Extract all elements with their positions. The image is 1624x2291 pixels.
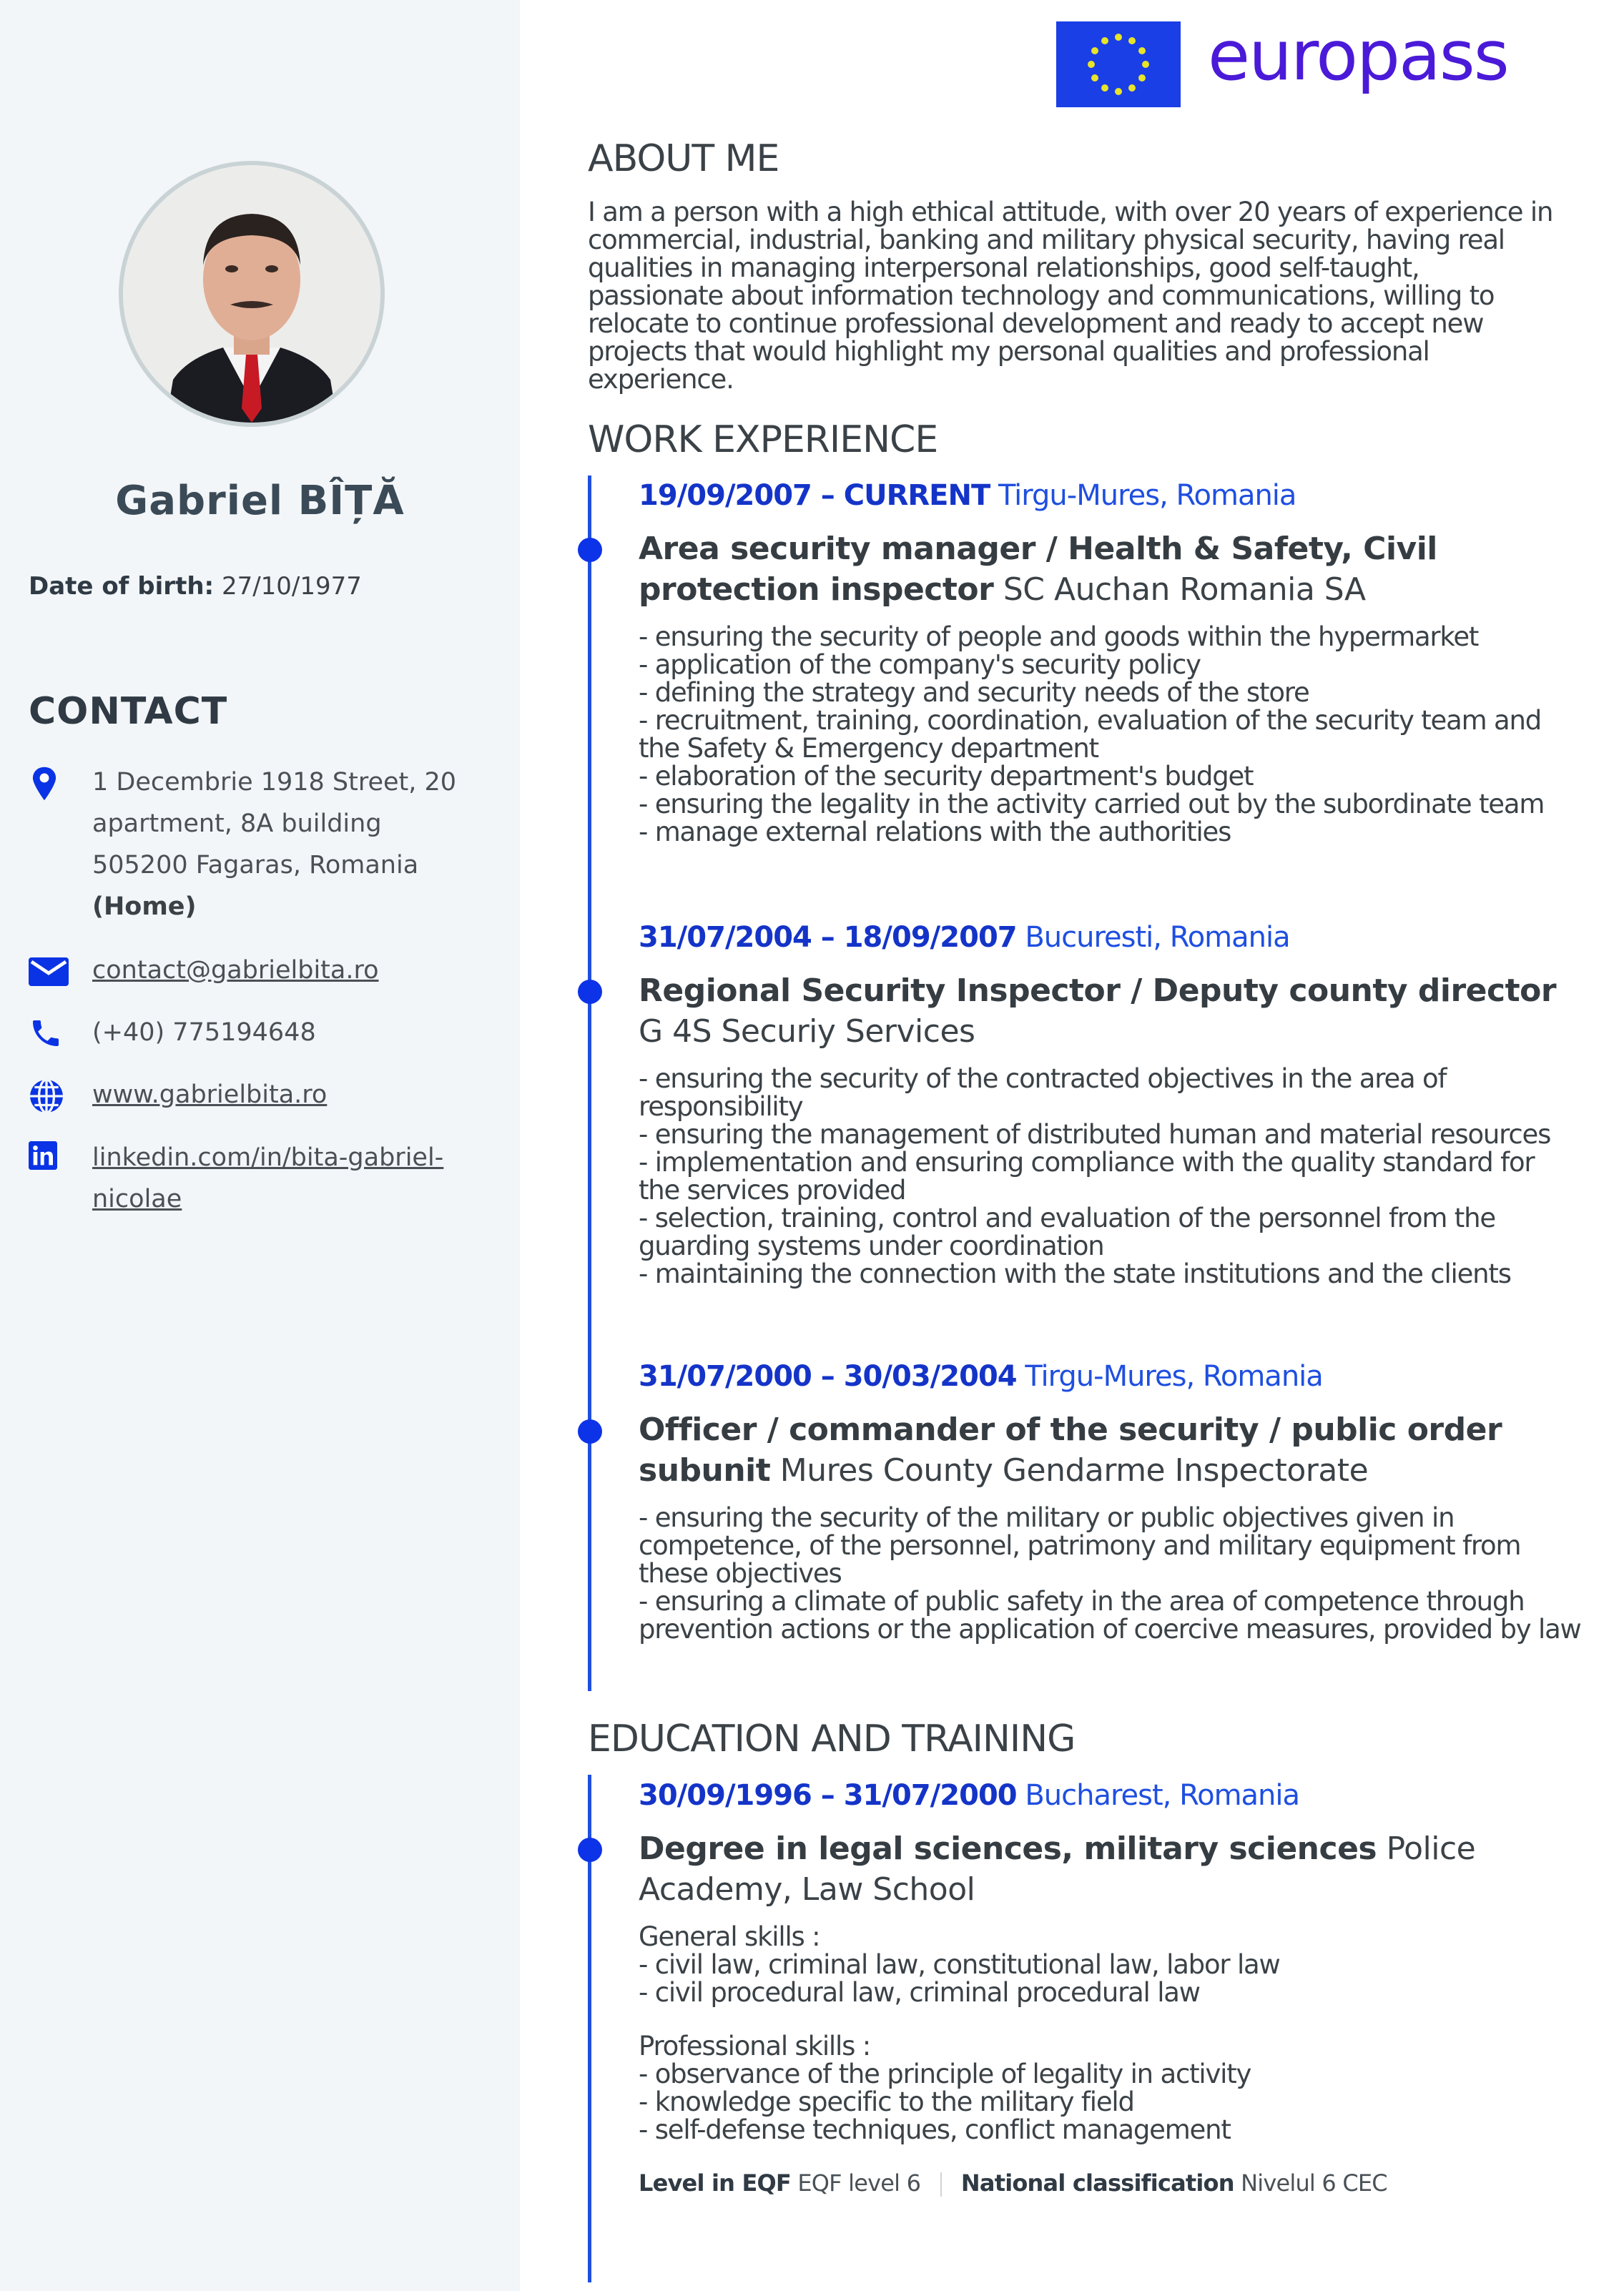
linkedin-link[interactable] <box>92 1137 501 1220</box>
profile-photo <box>119 161 385 427</box>
work-dates-location <box>639 917 1583 957</box>
work-description <box>639 623 1583 846</box>
edu-dates: 30/09/1996 – 31/07/2000 <box>639 1779 1017 1812</box>
national-classification-value: Nivelul 6 CEC <box>1241 2169 1387 2197</box>
work-entry <box>639 1356 1583 1643</box>
work-entry <box>639 917 1583 1288</box>
work-entry <box>639 476 1583 846</box>
work-employer: Mures County Gendarme Inspectorate <box>779 1452 1369 1489</box>
edu-institution: Police Academy, Law School <box>639 1831 1476 1908</box>
skill-item: - civil procedural law, criminal procedural law <box>639 1977 1200 2008</box>
timeline-dot <box>578 1419 602 1444</box>
work-dates: 31/07/2000 – 30/03/2004 <box>639 1360 1017 1393</box>
work-dates-location <box>639 1356 1583 1396</box>
candidate-name: Gabriel BÎȚĂ <box>115 478 405 524</box>
person-portrait-icon <box>123 165 380 423</box>
phone-number: (+40) 775194648 <box>92 1018 316 1047</box>
eqf-value: EQF level 6 <box>797 2169 921 2197</box>
website-link[interactable]: www.gabrielbita.ro <box>92 1080 328 1109</box>
work-heading: WORK EXPERIENCE <box>588 418 938 461</box>
work-dates: 31/07/2004 – 18/09/2007 <box>639 921 1017 954</box>
address-tag: (Home) <box>92 892 197 921</box>
skill-item: - observance of the principle of legality in activity <box>639 2059 1251 2089</box>
email-link[interactable]: contact@gabrielbita.ro <box>92 956 379 985</box>
timeline-dot <box>578 980 602 1004</box>
qualification-levels <box>639 2169 1583 2197</box>
globe-icon <box>29 1078 69 1113</box>
work-location: Tirgu-Mures, Romania <box>998 479 1296 512</box>
work-role: Regional Security Inspector / Deputy county director <box>639 972 1557 1009</box>
edu-description <box>639 1923 1583 2144</box>
edu-location: Bucharest, Romania <box>1025 1779 1300 1812</box>
contact-website <box>29 1074 501 1115</box>
work-dates: 19/09/2007 – CURRENT <box>639 479 990 512</box>
phone-icon <box>29 1016 69 1050</box>
work-bullet: - elaboration of the security department's budget <box>639 761 1254 792</box>
work-bullet: - manage external relations with the authorities <box>639 817 1231 847</box>
contact-phone <box>29 1012 501 1053</box>
work-role: Officer / commander of the security / public order subunit <box>639 1411 1502 1489</box>
work-bullet: - ensuring the security of the military or public objectives given in competence, of the personnel, patrimony and military equipment from these objectives <box>639 1502 1521 1589</box>
work-bullet: - implementation and ensuring compliance with the quality standard for the services provided <box>639 1147 1535 1206</box>
education-heading: EDUCATION AND TRAINING <box>588 1718 1076 1760</box>
address-line-2: apartment, 8A building <box>92 809 382 838</box>
timeline-dot <box>578 538 602 562</box>
work-bullet: - application of the company's security policy <box>639 649 1201 680</box>
work-bullet: - selection, training, control and evaluation of the personnel from the guarding systems under coordination <box>639 1203 1495 1261</box>
work-title <box>639 528 1583 610</box>
skill-item: - self-defense techniques, conflict management <box>639 2114 1231 2145</box>
sidebar <box>0 0 520 2291</box>
work-timeline-line <box>588 476 591 1691</box>
professional-skills-label: Professional skills : <box>639 2031 870 2061</box>
contact-email <box>29 950 501 991</box>
edu-degree: Degree in legal sciences, military sciences <box>639 1831 1377 1867</box>
linkedin-icon <box>29 1141 69 1176</box>
contact-linkedin <box>29 1137 501 1220</box>
work-employer: SC Auchan Romania SA <box>1003 571 1366 608</box>
contact-heading: CONTACT <box>29 690 228 733</box>
eqf-label: Level in EQF <box>639 2169 791 2197</box>
work-bullet: - ensuring the legality in the activity carried out by the subordinate team <box>639 789 1545 819</box>
work-bullet: - recruitment, training, coordination, evaluation of the security team and the Safety & Emergency department <box>639 705 1542 764</box>
work-bullet: - maintaining the connection with the state institutions and the clients <box>639 1258 1511 1289</box>
general-skills-label: General skills : <box>639 1921 820 1952</box>
europass-wordmark: europass <box>1208 16 1508 96</box>
work-dates-location <box>639 476 1583 516</box>
work-description <box>639 1504 1583 1643</box>
eu-flag-icon <box>1056 21 1181 107</box>
skill-item: - civil law, criminal law, constitutional law, labor law <box>639 1949 1280 1980</box>
about-heading: ABOUT ME <box>588 137 779 180</box>
divider <box>940 2172 942 2197</box>
address-line-3: 505200 Fagaras, Romania <box>92 851 419 880</box>
address-line-1: 1 Decembrie 1918 Street, 20 <box>92 768 457 797</box>
work-title <box>639 1409 1583 1491</box>
work-bullet: - ensuring the management of distributed human and material resources <box>639 1119 1551 1150</box>
education-entry <box>639 1775 1583 2197</box>
work-employer: G 4S Securiy Services <box>639 1013 975 1050</box>
work-bullet: - ensuring the security of the contracted objectives in the area of responsibility <box>639 1063 1447 1122</box>
work-role: Area security manager / Health & Safety, Civil protection inspector <box>639 531 1437 608</box>
timeline-dot <box>578 1838 602 1862</box>
edu-title <box>639 1828 1583 1910</box>
contact-address <box>29 762 501 927</box>
edu-dates-location <box>639 1775 1583 1815</box>
work-description <box>639 1065 1583 1288</box>
skill-item: - knowledge specific to the military field <box>639 2086 1134 2117</box>
work-title <box>639 970 1583 1052</box>
work-bullet: - ensuring a climate of public safety in the area of competence through prevention actions or the application of coercive measures, provided by law <box>639 1586 1581 1645</box>
linkedin-line-2: nicolae <box>92 1185 182 1213</box>
date-of-birth <box>29 572 362 601</box>
work-bullet: - ensuring the security of people and goods within the hypermarket <box>639 621 1479 652</box>
linkedin-line-1: linkedin.com/in/bita-gabriel- <box>92 1143 444 1172</box>
dob-label: Date of birth: <box>29 572 215 601</box>
work-bullet: - defining the strategy and security needs of the store <box>639 677 1309 708</box>
work-location: Tirgu-Mures, Romania <box>1025 1360 1323 1393</box>
email-icon <box>29 954 69 988</box>
dob-value: 27/10/1977 <box>221 572 362 601</box>
work-location: Bucuresti, Romania <box>1025 921 1290 954</box>
national-classification-label: National classification <box>960 2169 1234 2197</box>
about-text: I am a person with a high ethical attitude, with over 20 years of experience in commercial, industrial, banking and military physical security, having real qualities in managing interpersonal relationships, good self-taught, passionate about information technology and communications, willing to relocate to continue professional development and ready to accept new projects that would highlight my personal qualities and professional experience. <box>588 197 1553 395</box>
location-pin-icon <box>29 766 69 800</box>
